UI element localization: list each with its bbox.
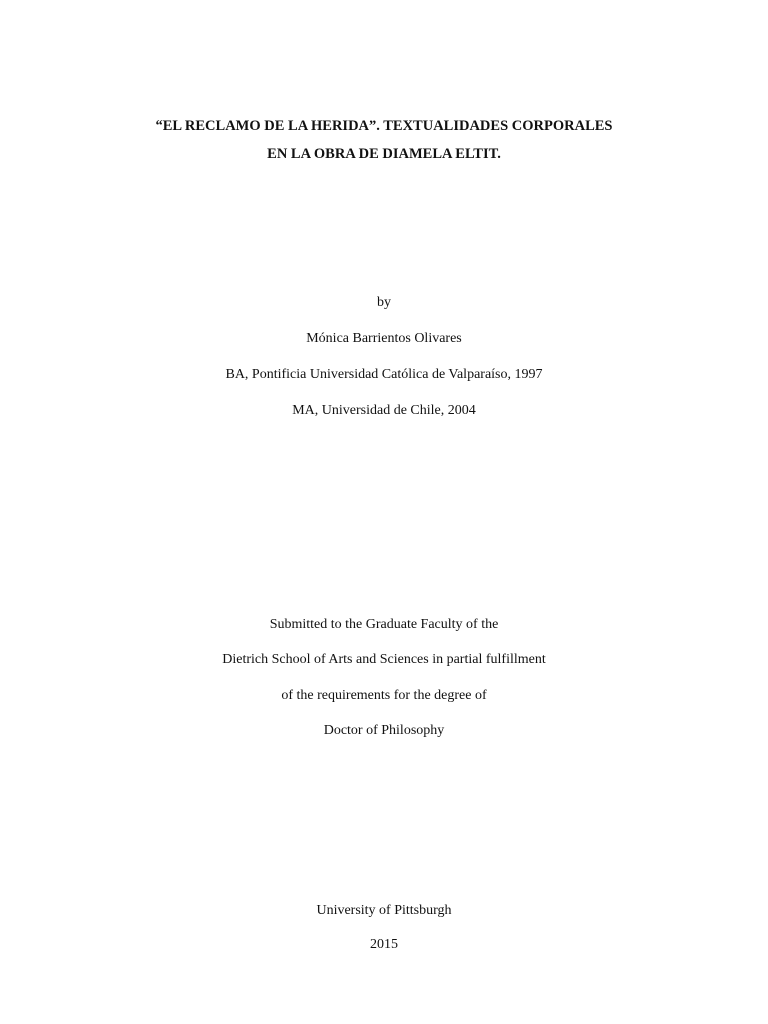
- university-name: University of Pittsburgh: [316, 903, 452, 918]
- title-line-2: EN LA OBRA DE DIAMELA ELTIT.: [267, 146, 501, 162]
- degree-ba: BA, Pontificia Universidad Católica de Valparaíso, 1997: [225, 367, 543, 382]
- degree-ma: MA, Universidad de Chile, 2004: [292, 403, 476, 418]
- degree-name: Doctor of Philosophy: [323, 723, 445, 738]
- by-label: by: [377, 295, 391, 310]
- year: 2015: [370, 937, 398, 952]
- title-line-1: “EL RECLAMO DE LA HERIDA”. TEXTUALIDADES CORPORALES: [155, 118, 613, 134]
- submission-line-3: of the requirements for the degree of: [281, 688, 487, 703]
- submission-line-1: Submitted to the Graduate Faculty of the: [269, 617, 499, 632]
- author-name: Mónica Barrientos Olivares: [306, 331, 462, 346]
- submission-line-2: Dietrich School of Arts and Sciences in partial fulfillment: [222, 652, 546, 667]
